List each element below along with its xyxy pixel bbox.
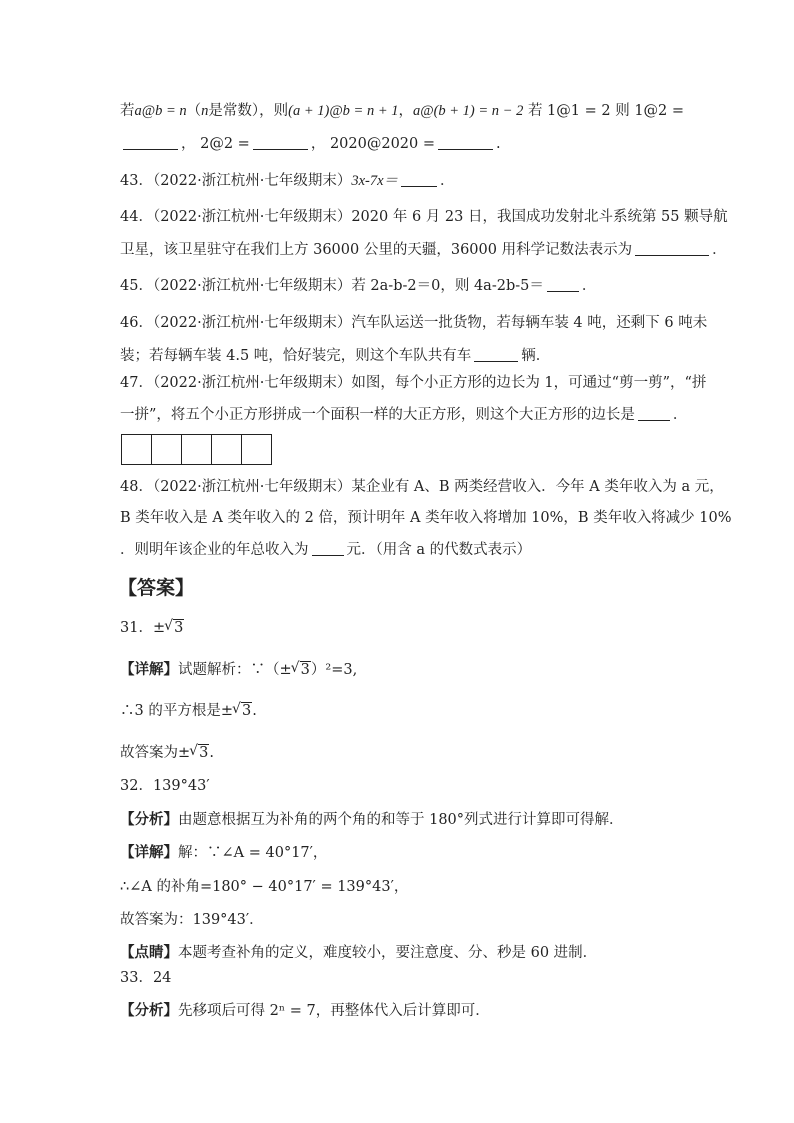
question-42-line-2: ， 2@2 = ， 2020@2020 = . <box>120 134 694 154</box>
answer-32: 32．139°43′ <box>120 778 210 794</box>
answer-blank <box>401 172 437 187</box>
small-square <box>211 434 242 465</box>
answer-32-line-2: ∴∠A 的补角=180° − 40°17′ = 139°43′， <box>120 879 409 895</box>
small-square <box>121 434 152 465</box>
answer-blank <box>474 347 518 362</box>
answer-31-detail: 【详解】试题解析：∵（±√ 3）²=3, <box>120 660 694 680</box>
answer-32-analysis: 【分析】由题意根据互为补角的两个角的和等于 180°列式进行计算即可得解． <box>120 812 624 828</box>
question-43: 43．（2022·浙江杭州·七年级期末）3x-7x＝ ． <box>120 173 455 189</box>
small-square <box>241 434 272 465</box>
question-44-line-2: 卫星，该卫星驻守在我们上方 36000 公里的天疆，36000 用科学记数法表示为 ． <box>120 242 727 258</box>
question-46-line-2: 装；若每辆车装 4.5 吨，恰好装完，则这个车队共有车 辆． <box>120 348 551 364</box>
answer-31-line-2: ∴3 的平方根是±√ 3. <box>120 701 694 721</box>
answer-33-analysis: 【分析】先移项后可得 2ⁿ = 7，再整体代入后计算即可． <box>120 1003 490 1019</box>
square-root: √ 3 <box>292 660 311 680</box>
answer-31: 31．±√ 3 <box>120 618 694 638</box>
answer-blank <box>123 135 178 150</box>
answer-blank <box>547 277 579 292</box>
question-47-line-2: 一拼”，将五个小正方形拼成一个面积一样的大正方形，则这个大正方形的边长是 ． <box>120 407 688 423</box>
answer-blank <box>638 406 670 421</box>
answer-32-note: 【点睛】本题考查补角的定义，难度较小，要注意度、分、秒是 60 进制． <box>120 945 598 961</box>
answer-blank <box>312 541 344 556</box>
answer-blank <box>253 135 308 150</box>
answer-33: 33．24 <box>120 970 172 986</box>
square-root: √ 3 <box>233 701 252 721</box>
answer-32-detail: 【详解】解：∵∠A = 40°17′， <box>120 845 328 861</box>
answer-blank <box>438 135 493 150</box>
question-47-line-1: 47．（2022·浙江杭州·七年级期末）如图，每个小正方形的边长为 1，可通过“剪一剪”，“拼 <box>120 375 707 391</box>
answer-32-line-3: 故答案为：139°43′． <box>120 912 264 928</box>
question-42-line-1: 若a@b = n（n是常数），则(a + 1)@b = n + 1，a@(b + 1) = n − 2 若 1@1 = 2 则 1@2 = <box>120 103 685 119</box>
answer-heading: 【答案】 <box>118 577 195 599</box>
square-root: √ 3 <box>190 743 209 763</box>
question-46-line-1: 46．（2022·浙江杭州·七年级期末）汽车队运送一批货物，若每辆车装 4 吨，还剩下 6 吨未 <box>120 315 708 331</box>
square-root: √ 3 <box>165 618 184 638</box>
question-45: 45．（2022·浙江杭州·七年级期末）若 2a-b-2＝0，则 4a-2b-5＝ ． <box>120 278 597 294</box>
small-square <box>151 434 182 465</box>
answer-31-line-3: 故答案为±√ 3. <box>120 743 694 763</box>
question-44-line-1: 44．（2022·浙江杭州·七年级期末）2020 年 6 月 23 日，我国成功发射北斗系统第 55 颗导航 <box>120 209 728 225</box>
five-squares-figure <box>121 434 271 465</box>
small-square <box>181 434 212 465</box>
question-48-line-3: ．则明年该企业的年总收入为 元．（用含 a 的代数式表示） <box>120 542 532 558</box>
question-48-line-1: 48．（2022·浙江杭州·七年级期末）某企业有 A、B 两类经营收入．今年 A 类年收入为 a 元， <box>120 479 724 495</box>
answer-blank <box>635 241 709 256</box>
question-48-line-2: B 类年收入是 A 类年收入的 2 倍，预计明年 A 类年收入将增加 10%，B 类年收入将减少 10% <box>120 510 732 526</box>
